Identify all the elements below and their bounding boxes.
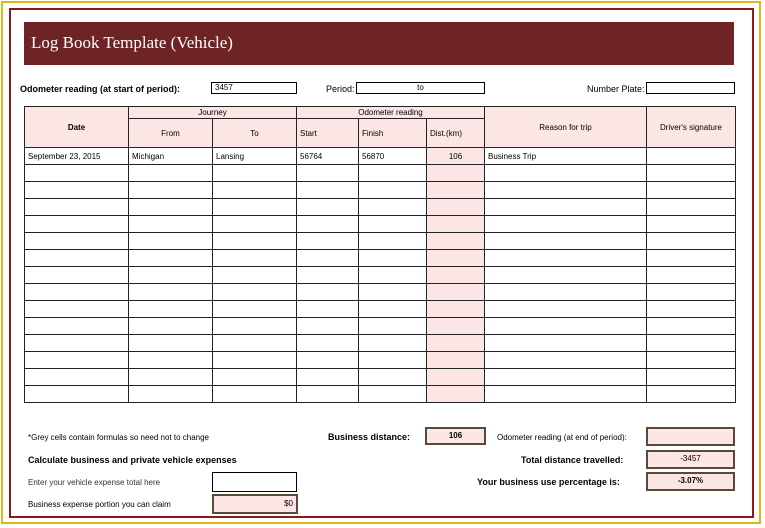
cell-from[interactable] <box>129 369 213 386</box>
cell-date[interactable] <box>25 301 129 318</box>
cell-date[interactable] <box>25 182 129 199</box>
cell-dist <box>427 318 485 335</box>
cell-to[interactable] <box>213 233 297 250</box>
total-distance-value: -3457 <box>646 450 735 469</box>
cell-signature[interactable] <box>647 318 736 335</box>
cell-to[interactable] <box>213 267 297 284</box>
odometer-start-field[interactable]: 3457 <box>211 82 297 94</box>
cell-reason[interactable]: Business Trip <box>485 148 647 165</box>
cell-reason[interactable] <box>485 233 647 250</box>
table-row <box>25 284 736 301</box>
cell-dist: 106 <box>427 148 485 165</box>
cell-date[interactable] <box>25 335 129 352</box>
cell-date[interactable] <box>25 284 129 301</box>
cell-from[interactable] <box>129 301 213 318</box>
odometer-end-label: Odometer reading (at end of period): <box>497 433 627 442</box>
cell-from[interactable] <box>129 352 213 369</box>
cell-reason[interactable] <box>485 216 647 233</box>
cell-reason[interactable] <box>485 386 647 403</box>
header-journey: Journey <box>129 107 297 119</box>
cell-signature[interactable] <box>647 284 736 301</box>
cell-date[interactable] <box>25 352 129 369</box>
expense-total-field[interactable] <box>212 472 297 492</box>
cell-signature[interactable] <box>647 165 736 182</box>
business-percentage-value: -3.07% <box>646 472 735 491</box>
cell-from[interactable] <box>129 284 213 301</box>
cell-start[interactable] <box>297 284 359 301</box>
period-to-text: to <box>417 83 424 92</box>
cell-start[interactable] <box>297 233 359 250</box>
cell-to[interactable] <box>213 369 297 386</box>
cell-dist <box>427 250 485 267</box>
cell-reason[interactable] <box>485 352 647 369</box>
cell-start[interactable] <box>297 335 359 352</box>
cell-signature[interactable] <box>647 250 736 267</box>
cell-from[interactable] <box>129 250 213 267</box>
cell-date[interactable] <box>25 267 129 284</box>
cell-finish[interactable] <box>359 216 427 233</box>
cell-from[interactable] <box>129 335 213 352</box>
cell-signature[interactable] <box>647 335 736 352</box>
cell-start[interactable] <box>297 199 359 216</box>
cell-reason[interactable] <box>485 284 647 301</box>
cell-finish[interactable] <box>359 386 427 403</box>
period-field[interactable] <box>356 82 485 94</box>
table-row <box>25 233 736 250</box>
title-banner <box>24 22 734 65</box>
cell-to[interactable] <box>213 335 297 352</box>
cell-date[interactable] <box>25 165 129 182</box>
cell-to[interactable]: Lansing <box>213 148 297 165</box>
cell-to[interactable] <box>213 199 297 216</box>
cell-finish[interactable]: 56870 <box>359 148 427 165</box>
cell-from[interactable] <box>129 233 213 250</box>
number-plate-label: Number Plate: <box>587 84 645 94</box>
table-row <box>25 386 736 403</box>
claim-label: Business expense portion you can claim <box>28 500 171 509</box>
log-table <box>24 106 736 403</box>
header-signature: Driver's signature <box>647 107 736 148</box>
cell-reason[interactable] <box>485 301 647 318</box>
cell-date[interactable] <box>25 318 129 335</box>
business-percentage-label: Your business use percentage is: <box>477 477 620 487</box>
cell-finish[interactable] <box>359 199 427 216</box>
cell-from[interactable] <box>129 267 213 284</box>
table-row <box>25 318 736 335</box>
table-row <box>25 216 736 233</box>
table-row <box>25 182 736 199</box>
cell-from[interactable] <box>129 318 213 335</box>
cell-from[interactable] <box>129 386 213 403</box>
header-row-1 <box>25 107 736 119</box>
table-row <box>25 250 736 267</box>
cell-signature[interactable] <box>647 233 736 250</box>
cell-start[interactable] <box>297 369 359 386</box>
cell-signature[interactable] <box>647 352 736 369</box>
header-odometer: Odometer reading <box>297 107 485 119</box>
cell-dist <box>427 369 485 386</box>
cell-signature[interactable] <box>647 267 736 284</box>
cell-reason[interactable] <box>485 369 647 386</box>
cell-from[interactable] <box>129 216 213 233</box>
cell-dist <box>427 352 485 369</box>
table-row <box>25 301 736 318</box>
cell-to[interactable] <box>213 386 297 403</box>
cell-to[interactable] <box>213 318 297 335</box>
odometer-end-field[interactable] <box>646 427 735 446</box>
cell-reason[interactable] <box>485 318 647 335</box>
cell-date[interactable] <box>25 250 129 267</box>
cell-to[interactable] <box>213 182 297 199</box>
header-finish: Finish <box>359 119 427 148</box>
cell-reason[interactable] <box>485 199 647 216</box>
cell-finish[interactable] <box>359 182 427 199</box>
header-date: Date <box>25 107 129 148</box>
cell-start[interactable] <box>297 165 359 182</box>
calc-heading: Calculate business and private vehicle expenses <box>28 455 237 465</box>
total-distance-label: Total distance travelled: <box>521 455 624 465</box>
cell-signature[interactable] <box>647 301 736 318</box>
cell-to[interactable] <box>213 250 297 267</box>
cell-dist <box>427 335 485 352</box>
cell-start[interactable]: 56764 <box>297 148 359 165</box>
cell-date[interactable] <box>25 199 129 216</box>
table-row <box>25 335 736 352</box>
page-title: Log Book Template (Vehicle) <box>31 33 233 52</box>
cell-signature[interactable] <box>647 199 736 216</box>
cell-reason[interactable] <box>485 182 647 199</box>
header-from: From <box>129 119 213 148</box>
cell-dist <box>427 267 485 284</box>
cell-signature[interactable] <box>647 369 736 386</box>
cell-finish[interactable] <box>359 165 427 182</box>
cell-reason[interactable] <box>485 267 647 284</box>
cell-reason[interactable] <box>485 165 647 182</box>
cell-date[interactable] <box>25 369 129 386</box>
claim-value: $0 <box>212 494 298 514</box>
number-plate-field[interactable] <box>646 82 735 94</box>
cell-to[interactable] <box>213 165 297 182</box>
table-row <box>25 352 736 369</box>
cell-dist <box>427 284 485 301</box>
cell-dist <box>427 233 485 250</box>
cell-finish[interactable] <box>359 250 427 267</box>
header-dist: Dist.(km) <box>427 119 485 148</box>
cell-reason[interactable] <box>485 335 647 352</box>
table-row <box>25 369 736 386</box>
cell-finish[interactable] <box>359 267 427 284</box>
cell-from[interactable] <box>129 165 213 182</box>
cell-start[interactable] <box>297 352 359 369</box>
cell-dist <box>427 199 485 216</box>
cell-finish[interactable] <box>359 301 427 318</box>
cell-signature[interactable] <box>647 216 736 233</box>
cell-date[interactable] <box>25 233 129 250</box>
cell-start[interactable] <box>297 318 359 335</box>
cell-date[interactable] <box>25 216 129 233</box>
cell-from[interactable] <box>129 182 213 199</box>
cell-from[interactable] <box>129 199 213 216</box>
cell-dist <box>427 386 485 403</box>
table-row <box>25 267 736 284</box>
cell-signature[interactable] <box>647 182 736 199</box>
cell-to[interactable] <box>213 284 297 301</box>
cell-finish[interactable] <box>359 233 427 250</box>
cell-dist <box>427 216 485 233</box>
cell-reason[interactable] <box>485 250 647 267</box>
table-row <box>25 199 736 216</box>
cell-start[interactable] <box>297 301 359 318</box>
cell-finish[interactable] <box>359 369 427 386</box>
cell-signature[interactable] <box>647 386 736 403</box>
header-reason: Reason for trip <box>485 107 647 148</box>
cell-finish[interactable] <box>359 352 427 369</box>
table-row <box>25 165 736 182</box>
cell-finish[interactable] <box>359 318 427 335</box>
cell-start[interactable] <box>297 386 359 403</box>
cell-to[interactable] <box>213 301 297 318</box>
period-label: Period: <box>326 84 355 94</box>
formula-note: *Grey cells contain formulas so need not to change <box>28 433 209 442</box>
header-start: Start <box>297 119 359 148</box>
cell-start[interactable] <box>297 182 359 199</box>
cell-start[interactable] <box>297 216 359 233</box>
cell-date[interactable] <box>25 386 129 403</box>
table-row <box>25 148 736 165</box>
header-to: To <box>213 119 297 148</box>
expense-total-label: Enter your vehicle expense total here <box>28 478 161 487</box>
cell-finish[interactable] <box>359 335 427 352</box>
cell-finish[interactable] <box>359 284 427 301</box>
cell-from[interactable]: Michigan <box>129 148 213 165</box>
cell-date[interactable]: September 23, 2015 <box>25 148 129 165</box>
cell-to[interactable] <box>213 216 297 233</box>
cell-start[interactable] <box>297 250 359 267</box>
odometer-start-label: Odometer reading (at start of period): <box>20 84 181 94</box>
business-distance-label: Business distance: <box>328 432 411 442</box>
business-distance-value: 106 <box>425 427 486 445</box>
cell-dist <box>427 182 485 199</box>
cell-to[interactable] <box>213 352 297 369</box>
cell-dist <box>427 165 485 182</box>
cell-dist <box>427 301 485 318</box>
cell-start[interactable] <box>297 267 359 284</box>
cell-signature[interactable] <box>647 148 736 165</box>
